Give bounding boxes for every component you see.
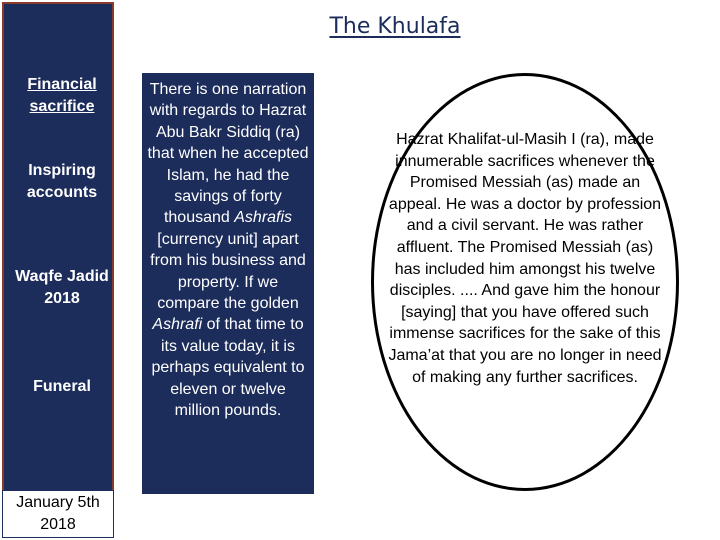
narration-italic-2: Ashrafi (152, 316, 203, 334)
page-title: The Khulafa (329, 14, 461, 39)
quote-text: Hazrat Khalifat-ul-Masih I (ra), made innumerable sacrifices whenever the Promised Messiah (as) made an appeal. He was a doctor by profession and a civil servant. He was rather affluent. The Promised Messiah (as) has included him amongst his twelve disciples. .... And gave him the honour [saying] that you have offered such immense sacrifices for the sake of this Jama’at that you are no longer in need of making any further sacrifices. (388, 131, 662, 386)
sidebar-item-funeral[interactable]: Funeral (33, 378, 91, 395)
narration-text-1: There is one narration with regards to Hazrat Abu Bakr Siddiq (ra) that when he accepted Islam, he had the savings of forty thousand (147, 81, 309, 227)
sidebar-item-financial-sacrifice[interactable]: Financial sacrifice (27, 76, 97, 115)
date-label: January 5th 2018 (2, 490, 114, 538)
narration-text-2: [currency unit] apart from his business and property. If we compare the golden (150, 230, 306, 313)
sidebar-item-waqfe-jadid[interactable]: Waqfe Jadid 2018 (15, 268, 109, 307)
narration-italic-1: Ashrafis (234, 209, 293, 227)
sidebar-item-inspiring-accounts[interactable]: Inspiring accounts (26, 162, 98, 201)
narration-text-3: of that time to its value today, it is perhaps equivalent to eleven or twelve million pounds. (151, 316, 305, 420)
narration-box (142, 73, 314, 494)
